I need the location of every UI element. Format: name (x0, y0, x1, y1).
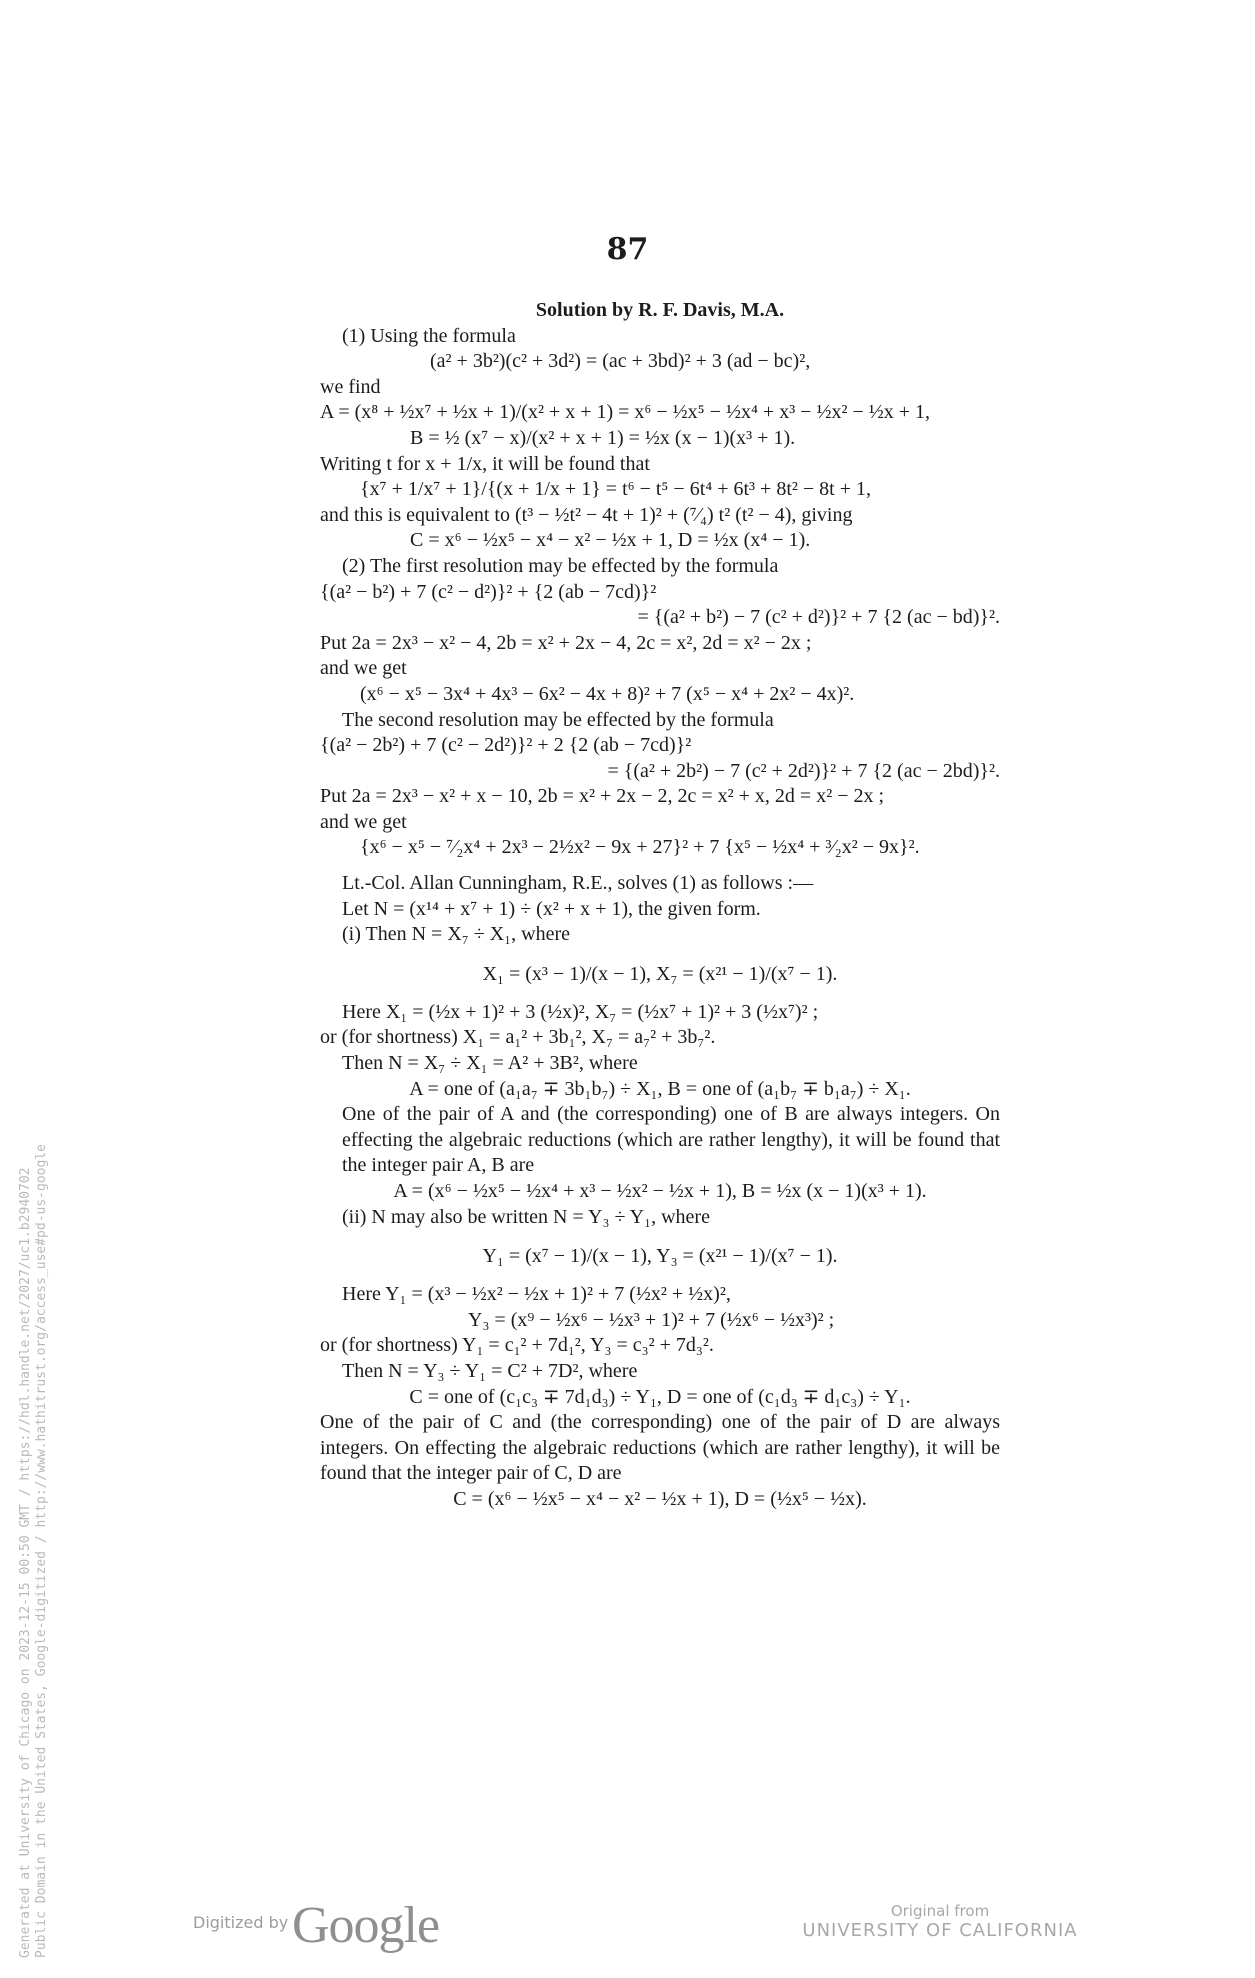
watermark-strip (12, 958, 49, 1958)
solution-line: B = ½ (x⁷ − x)/(x² + x + 1) = ½x (x − 1)(x³ + 1). (410, 426, 796, 449)
paragraph-a-b: One of the pair of A and (the corresponding) one of B are always integers. On effecting the algebraic reductions (which are rather lengthy), it will be found that the integer pair A, B are (342, 1103, 1000, 1177)
institution-name: UNIVERSITY OF CALIFORNIA (802, 1920, 1078, 1941)
solution-line: Put 2a = 2x³ − x² − 4, 2b = x² + 2x − 4, 2c = x², 2d = x² − 2x ; (320, 631, 812, 654)
solution-line: {(a² − b²) + 7 (c² − d²)}² + {2 (ab − 7cd)}² (320, 580, 657, 603)
fraction-y1-y3: Y₁ = (x⁷ − 1)/(x − 1), Y₃ = (x²¹ − 1)/(x⁷ − 1). (482, 1245, 838, 1268)
solution-line: (1) Using the formula (342, 324, 516, 347)
solution-davis (320, 298, 1000, 861)
page-number: 87 (606, 232, 649, 267)
solution-line: The second resolution may be effected by the formula (342, 708, 774, 731)
solution-line: C = x⁶ − ½x⁵ − x⁴ − x² − ½x + 1, D = ½x (x⁴ − 1). (410, 529, 811, 552)
then-n-a-b: Then N = X₇ ÷ X₁ = A² + 3B², where (342, 1052, 638, 1075)
solution-line: Put 2a = 2x³ − x² + x − 10, 2b = x² + 2x − 2, 2c = x² + x, 2d = x² − 2x ; (320, 785, 885, 808)
solution-line: = {(a² + 2b²) − 7 (c² + 2d²)}² + 7 {2 (ac − 2bd)}². (607, 759, 1000, 782)
solution-line: and we get (320, 810, 407, 833)
here-y1: Here Y₁ = (x³ − ½x² − ½x + 1)² + 7 (½x² + ½x)², (342, 1283, 731, 1306)
original-from-label: Original from (890, 1902, 990, 1920)
a-b-result: A = (x⁶ − ½x⁵ − ½x⁴ + x³ − ½x² − ½x + 1), B = ½x (x − 1)(x³ + 1). (393, 1180, 927, 1202)
here-x1-x7: Here X₁ = (½x + 1)² + 3 (½x)², X₇ = (½x⁷ + 1)² + 3 (½x⁷)² ; (342, 1000, 819, 1023)
solution-line: (a² + 3b²)(c² + 3d²) = (ac + 3bd)² + 3 (ad − bc)², (430, 350, 811, 373)
part-i-then: (i) Then N = X₇ ÷ X₁, where (342, 923, 570, 946)
part-ii: (ii) N may also be written N = Y₃ ÷ Y₁, where (342, 1205, 710, 1228)
solution-line: {(a² − 2b²) + 7 (c² − 2d²)}² + 2 {2 (ab − 7cd)}² (320, 734, 692, 757)
page-body (320, 298, 1000, 1513)
then-n-c-d: Then N = Y₃ ÷ Y₁ = C² + 7D², where (342, 1359, 638, 1382)
digitized-by-label: Digitized by (193, 1913, 289, 1932)
solution-line: we find (320, 375, 381, 398)
watermark-line-1: Generated at University of Chicago on 2023-12-15 00:50 GMT / https://hdl.handle.net/2027/uc1.b2940702 (18, 1167, 33, 1958)
a-b-definition: A = one of (a₁a₇ ∓ 3b₁b₇) ÷ X₁, B = one of (a₁b₇ ∓ b₁a₇) ÷ X₁. (409, 1077, 911, 1100)
shortness-a-b: or (for shortness) X₁ = a₁² + 3b₁², X₇ = a₇² + 3b₇². (320, 1026, 716, 1049)
fraction-x1-x7: X₁ = (x³ − 1)/(x − 1), X₇ = (x²¹ − 1)/(x⁷ − 1). (482, 962, 838, 985)
solution-line: = {(a² + b²) − 7 (c² + d²)}² + 7 {2 (ac − bd)}². (637, 606, 1000, 629)
solution-line: Writing t for x + 1/x, it will be found that (320, 452, 650, 475)
paragraph-c-d: One of the pair of C and (the corresponding) one of the pair of D are always integers. On effecting the algebraic reductions (which are rather lengthy), it will be found that the integer pair of C, D are (320, 1411, 1000, 1485)
here-y3: Y₃ = (x⁹ − ½x⁶ − ½x³ + 1)² + 7 (½x⁶ − ½x³)² ; (468, 1308, 835, 1331)
solution-line: {x⁷ + 1/x⁷ + 1}/{(x + 1/x + 1} = t⁶ − t⁵ − 6t⁴ + 6t³ + 8t² − 8t + 1, (360, 478, 871, 501)
solution-line: Solution by R. F. Davis, M.A. (535, 299, 785, 321)
watermark-line-2: Public Domain in the United States, Google-digitized / http://www.hathitrust.org/access_use#pd-us-google (34, 1144, 49, 1958)
c-d-definition: C = one of (c₁c₃ ∓ 7d₁d₃) ÷ Y₁, D = one of (c₁d₃ ∓ d₁c₃) ÷ Y₁. (409, 1385, 911, 1408)
solution-line: (2) The first resolution may be effected by the formula (342, 554, 779, 577)
solution-line: and this is equivalent to (t³ − ½t² − 4t + 1)² + (⁷⁄₄) t² (t² − 4), giving (320, 503, 853, 526)
let-statement: Let N = (x¹⁴ + x⁷ + 1) ÷ (x² + x + 1), the given form. (342, 897, 761, 920)
cunningham-intro: Lt.-Col. Allan Cunningham, R.E., solves (1) as follows :— (342, 872, 814, 895)
google-logo: Google (292, 1897, 440, 1954)
solution-line: A = (x⁸ + ½x⁷ + ½x + 1)/(x² + x + 1) = x⁶ − ½x⁵ − ½x⁴ + x³ − ½x² − ½x + 1, (320, 401, 931, 424)
solution-line: (x⁶ − x⁵ − 3x⁴ + 4x³ − 6x² − 4x + 8)² + 7 (x⁵ − x⁴ + 2x² − 4x)². (360, 682, 855, 705)
shortness-c-d: or (for shortness) Y₁ = c₁² + 7d₁², Y₃ = c₃² + 7d₃². (320, 1334, 714, 1357)
solution-line: {x⁶ − x⁵ − ⁷⁄₂x⁴ + 2x³ − 2½x² − 9x + 27}² + 7 {x⁵ − ½x⁴ + ³⁄₂x² − 9x}². (360, 836, 920, 859)
c-d-result: C = (x⁶ − ½x⁵ − x⁴ − x² − ½x + 1), D = (½x⁵ − ½x). (453, 1487, 867, 1510)
original-from-block (790, 1902, 1090, 1941)
solution-line: and we get (320, 657, 407, 680)
